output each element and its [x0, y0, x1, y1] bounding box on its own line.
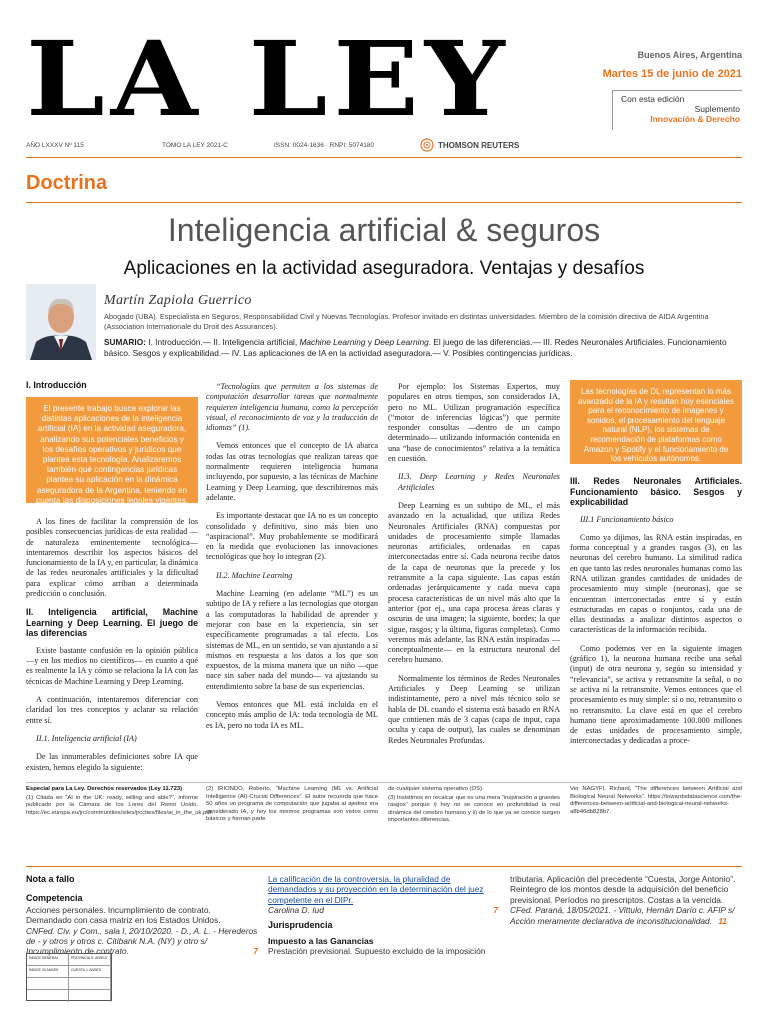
- competencia-heading: Competencia: [26, 893, 83, 904]
- column-3: [388, 382, 560, 754]
- author-bio: Abogado (UBA). Especialista en Seguros, Responsabilidad Civil y Nuevas Tecnologías. Profesor invitado en distintas universidades. Miembro de la comisión directiva de AIDA Argentina (Association Internationale du Droit des Assurances).: [104, 312, 709, 331]
- bottom-col-2: [268, 874, 498, 957]
- author-photo: [26, 284, 96, 360]
- tomo-label: TOMO LA LEY 2021-C: [162, 141, 228, 149]
- footnote-1: (1) Citada en “AI in the UK: ready, willing and able?”, informe publicado por la Cámara de los Lores del Reino Unido. https://ec.europa.eu/jrc/communities/sites/jrccties/files/ai_in_the_uk.pdf.: [26, 794, 213, 816]
- quote-paragraph: “Tecnologías que permiten a los sistemas de computación desarrollar tareas que normalmente requieren inteligencia humana, como la percepción visual, el reconocimiento de voz y la traducción de idiomas” (1).: [206, 382, 378, 433]
- author-name: Martín Zapiola Guerrico: [104, 293, 252, 308]
- heading-section-3: III. Redes Neuronales Artificiales. Funcionamiento básico. Sesgos y explicabilidad: [570, 476, 742, 507]
- right-text: tributaria. Aplicación del precedente “Cuesta, Jorge Antonio”. Reintegro de los montos desde la adquisición del beneficio previsional. Períodos no prescriptos. Costas a la vencida.: [510, 874, 736, 905]
- right-cite: CFed. Paraná, 18/05/2021. - Vittulo, Hernán Darío c. AFIP s/ Acción meramente declarativa de inconstitucionalidad. 11: [510, 905, 735, 926]
- masthead-logo: LA LEY: [26, 19, 511, 140]
- bottom-col-3: [510, 874, 742, 926]
- column-1: [26, 380, 198, 398]
- footnotes-col-1: [26, 786, 213, 818]
- paragraph: Es importante destacar que IA no es un concepto consolidado y definitivo, sino más bien uno “aspiracional”. Muy probablemente se modificará en la medida que evolucionen las innovaciones tecnológicas que hoy lo integran (2).: [206, 511, 378, 562]
- paragraph: Vemos entonces que ML está incluida en el concepto más amplio de IA: toda tecnología de ML es IA, pero no toda IA es ML.: [206, 700, 378, 730]
- paragraph: Como podemos ver en la siguiente imagen (gráfico 1), la neurona humana recibe una señal (input) de otra neurona y, según su intensidad y “relevancia”, se activa y retransmite la señal, o no se activa ni la retransmite. Vemos entonces que el procesamiento es muy simple: sí o no, retransmito o no retransmito. La clave está en que el cerebro humano tiene aproximadamente 100.000 millones de estas unidades de procesamiento simple, interconectadas y dedicadas a proce-: [570, 643, 742, 746]
- summary: SUMARIO: I. Introducción.— II. Inteligencia artificial, Machine Learning y Deep Learning. El juego de las diferencias.— III. Redes Neuronales Artificiales. Funcionamiento básico. Sesgos y explicabilidad.— IV. Las aplicaciones de IA en la actividad aseguradora.— V. Posibles contingencias jurídicas.: [104, 337, 727, 358]
- heading-2-3: II.3. Deep Learning y Redes Neuronales Artificiales: [398, 472, 560, 492]
- nota-a-fallo-heading: Nota a fallo: [26, 874, 75, 884]
- article-subtitle: Aplicaciones en la actividad aseguradora. Ventajas y desafíos: [123, 258, 645, 279]
- summary-label: SUMARIO:: [104, 337, 146, 347]
- year-label: AÑO LXXXV Nº 115: [26, 141, 84, 149]
- competencia-cite: CNFed. Civ. y Com., sala I, 20/10/2020. - D., A. L. - Herederos de - y otros y otros c. Citibank N.A. (NY) y otro s/ Incumplimiento de contrato. 7: [26, 925, 258, 957]
- paragraph: Normalmente los términos de Redes Neuronales Artificiales y Deep Learning se utilizan indistintamente, pero a nivel más técnico solo se habla de DL cuando el sistema está basado en RNA que contienen más de 3 capas (capa de input, capa oculta y capa de output), las cuales se denominan Redes Neuronales Profundas.: [388, 673, 560, 745]
- nota-link[interactable]: La calificación de la controversia, la pluralidad de demandados y su proyección en la determinación del juez competente en el DIPr.: [268, 874, 484, 905]
- highlight-box-intro: El presente trabajo busca explorar las distintas aplicaciones de la inteligencia artificial (IA) en la actividad aseguradora, analizando sus potenciales beneficios y los desafíos operativos y jurídicos que plantea esta tecnología. Analizaremos también qué contingencias jurídicas plantea su aplicación en la dinámica aseguradora de la Argentina, teniendo en cuenta las disposiciones legales vigentes.: [26, 397, 198, 503]
- heading-2-1: II.1. Inteligencia artificial (IA): [36, 733, 137, 743]
- paragraph: A continuación, intentaremos diferenciar con claridad los tres conceptos y aclarar su relación entre sí.: [26, 695, 198, 725]
- header-rule: [26, 157, 742, 158]
- footnotes-col-2: [206, 786, 378, 825]
- footnote-0: Especial para La Ley. Derechos reservados (Ley 11.723): [26, 786, 183, 792]
- barcode-index-box: ÍNDICE GENERAL PROVINCIA S. ANSES ÍNDICE 33 ANSES CUESTA J. ANSES: [26, 953, 112, 1001]
- highlight-box-dl: Las tecnologías de DL representan lo más avanzado de la IA y resultan hoy esenciales para el reconocimiento de imágenes y sonidos, el procesamiento del lenguaje natural (NLP), los sistemas de recomendación de plataformas como Amazon y Spotify y el funcionamiento de los vehículos autónomos.: [570, 380, 742, 464]
- heading-introduccion: I. Introducción: [26, 380, 87, 390]
- jurisprudencia-heading: Jurisprudencia: [268, 919, 333, 930]
- column-2: [206, 382, 378, 739]
- competencia-text: Acciones personales. Incumplimiento de contrato. Demandado con casa matriz en los Estados Unidos.: [26, 904, 221, 926]
- heading-section-2: II. Inteligencia artificial, Machine Learning y Deep Learning. El juego de las diferencias: [26, 607, 198, 639]
- issn-label: ISSN: 0024-1636 · RNPI: 5074180: [274, 141, 375, 149]
- page-ref[interactable]: 7: [253, 946, 258, 957]
- footnote-3: (3) Insistimos en recalcar que es una mera “inspiración a grandes rasgos” porque i) hoy no se conoce en profundidad la real dinámica del cerebro humano y ii) de lo que ya se conoce surgen importantes diferencias.: [388, 794, 560, 824]
- section-title: Doctrina: [26, 172, 108, 194]
- with-edition-label: Con esta edición: [621, 94, 685, 104]
- supplement-name: Innovación & Derecho: [650, 114, 740, 124]
- impuesto-text: Prestación previsional. Supuesto excluido de la imposición: [268, 946, 486, 957]
- nota-author: Carolina D. Iud 7: [268, 905, 498, 916]
- impuesto-heading: Impuesto a las Ganancias: [268, 936, 374, 947]
- bottom-col-1: [26, 874, 258, 957]
- paragraph: Existe bastante confusión en la opinión pública —y en los medios no científicos— en cuanto a qué es realmente la IA y cómo se relaciona la IA con las técnicas de Machine Learning y Deep Learning.: [26, 645, 198, 686]
- heading-2-2: II.2. Machine Learning: [216, 570, 293, 580]
- column-1-body: [26, 517, 198, 781]
- footnote-rule: [26, 782, 742, 783]
- date-label: Martes 15 de junio de 2021: [602, 68, 742, 80]
- paragraph: Deep Learning es un subtipo de ML, el más avanzado en la actualidad, que utiliza Redes Neuronales Artificiales (RNA) compuestas por unidades de procesamiento simple llamadas neuronas artificiales, ordenadas en capas interconectadas entre sí. Cada neurona recibe datos de la capa de neuronas que la precede y los retransmite a la capa siguiente. Las capas están ordenadas jerárquicamente y cada nueva capa procesa características de un nivel más alto que la anterior (por ej., una capa procesa áreas claras y oscuras de una imagen; la siguiente, bordes; la que sigue, rasgos; y la última, figuras completas). Como veremos más adelante, las RNA están inspiradas —conceptualmente— en la estructura neuronal del cerebro humano.: [388, 500, 560, 665]
- column-4: [570, 476, 742, 755]
- supplement-box[interactable]: [612, 90, 742, 130]
- section-rule: [26, 202, 742, 203]
- footnote-3-cont: Ver NAGYFI, Richard, “The differences between Artificial and Biological Neural Networks”. https://towardsdatascience.com/the-differences-between-artificial-and-biological-neural-networks-a8b46db828b7.: [570, 786, 742, 815]
- footnotes-col-4: [570, 786, 742, 817]
- bottom-rule: [26, 866, 742, 867]
- heading-3-1: III.1 Funcionamiento básico: [580, 514, 674, 524]
- footnote-2: (2) IRIONDO, Roberto, “Machine Learning (ML vs. Artificial Intelligence (AI)-Crucial Differences”. El autor recuerda que hace 50 años un programa de computación que jugaba al ajedrez era considerado IA, y hoy los mismos programas son vistos como básicos y forman parte: [206, 786, 378, 823]
- footnotes-col-3: [388, 786, 560, 826]
- thomson-reuters-logo-icon: [420, 138, 434, 152]
- paragraph: Machine Learning (en adelante “ML”) es un subtipo de IA y refiere a las tecnologías que otorgan a las computadoras la habilidad de aprender y mejorar con base en la experiencia, sin ser específicamente programadas a tal efecto. Los sistemas de ML, en un sentido, se van ajustando a sí mismos en respuesta a los datos a los que son expuestos, de la misma manera que un niño —que nace sin saber nada del mundo— va ajustando su entendimiento sobre la base de sus experiencias.: [206, 589, 378, 691]
- footnote-2-cont: de cualquier sistema operativo (OS).: [388, 786, 484, 792]
- paragraph: Vemos entonces que el concepto de IA abarca todas las otras tecnologías que realizan tareas que normalmente requieren inteligencia humana incluyendo, por supuesto, a las técnicas de Machine Learning y Deep Learning, que describiremos más adelante.: [206, 441, 378, 502]
- city-label: Buenos Aires, Argentina: [637, 50, 742, 60]
- paragraph: De las innumerables definiciones sobre IA que existen, hemos elegido la siguiente:: [26, 752, 198, 772]
- publisher-name: THOMSON REUTERS: [438, 140, 520, 150]
- meta-bar: [26, 138, 742, 152]
- page-ref[interactable]: 7: [493, 905, 498, 916]
- paragraph: Por ejemplo: los Sistemas Expertos, muy populares en otros tiempos, son considerados IA, pero no ML. Utilizan programación específica (“motor de inferencias lógicas”) que permite responder consultas —dentro de un campo determinado— utilizando información contenida en una “base de conocimientos” relativa a la temática en cuestión.: [388, 382, 560, 464]
- page-ref[interactable]: 11: [718, 915, 728, 926]
- paragraph: A los fines de facilitar la comprensión de los posibles consecuencias jurídicas de esta realidad —de naturaleza eminentemente tecnológica— intentaremos describir los aspectos básicos del funcionamiento de la IA y, en particular, la dinámica de las redes neuronales artificiales y la dificultad para explicar cómo arriban a determinada predicción o conclusión.: [26, 517, 198, 599]
- paragraph: Como ya dijimos, las RNA están inspiradas, en forma conceptual y a grandes rasgos (3), en las neuronas del cerebro humano. La similitud radica en que tanto las redes neuronales humanas como las RNA utilizan grandes cantidades de unidades de procesamiento muy simple (neuronas), que se encuentran interconectadas entre sí y están estructuradas en capas o conjuntos, cada una de ellas destinadas a analizar distintos aspectos o características de la información recibida.: [570, 532, 742, 635]
- article-title: Inteligencia artificial & seguros: [167, 212, 601, 248]
- supplement-label: Suplemento: [694, 104, 740, 114]
- publisher: [420, 138, 519, 152]
